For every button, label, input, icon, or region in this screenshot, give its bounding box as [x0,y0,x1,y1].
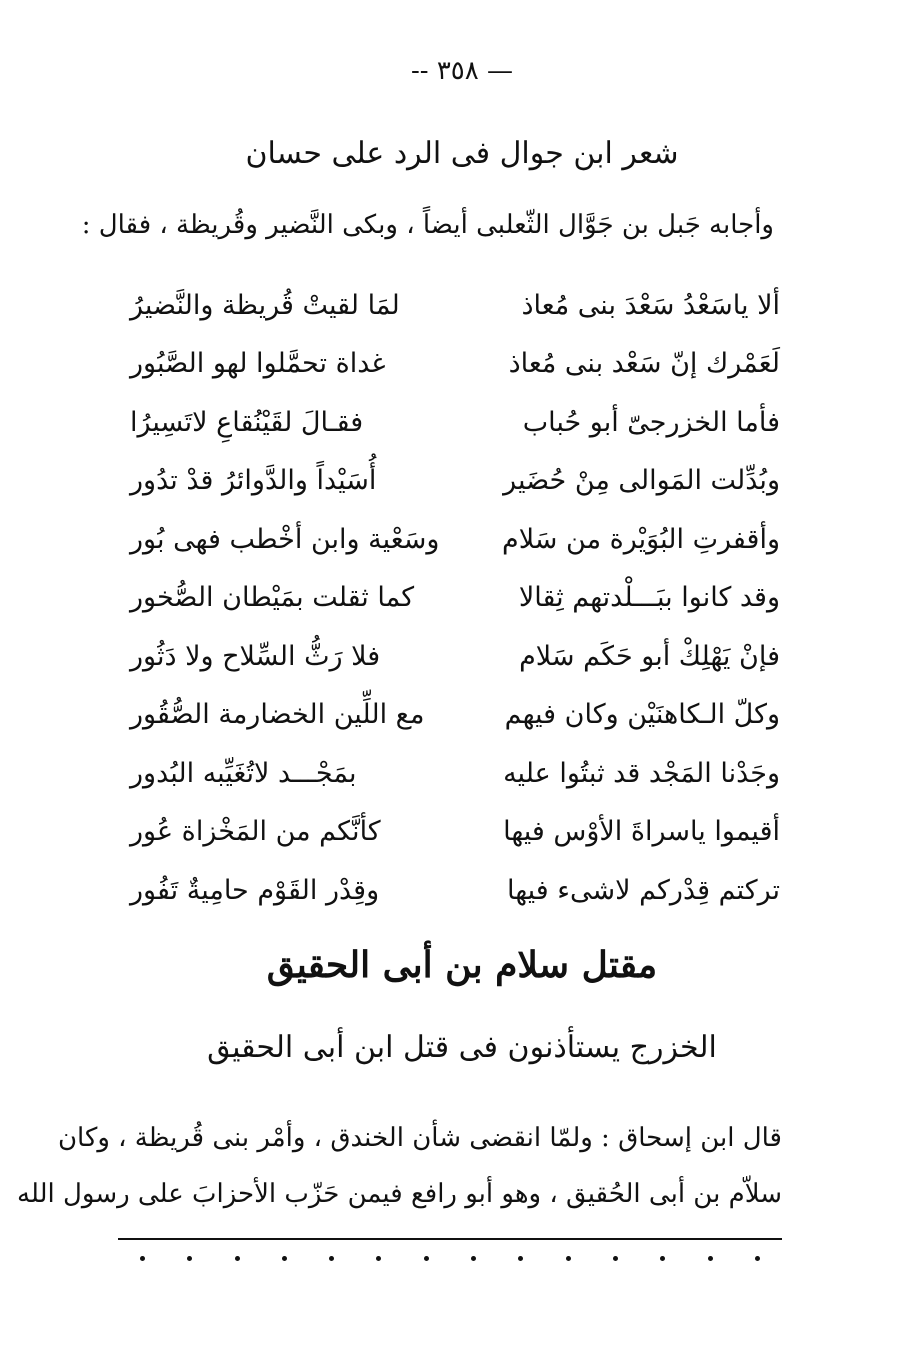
verse-first-hemistich: لَعَمْرك إنّ سَعْد بنى مُعاذ [508,348,780,380]
dot [376,1256,381,1261]
verse-first-hemistich: فإنْ يَهْلِكْ أبو حَكَم سَلام [519,640,780,672]
poem-verse [130,393,780,452]
dot [471,1256,476,1261]
dot [282,1256,287,1261]
poem-verse [130,803,780,862]
verse-second-hemistich: لمَا لقيتْ قُريظة والنَّضيرُ [130,289,400,321]
body-line: سلاّم بن أبى الحُقيق ، وهو أبو رافع فيمن حَزّب الأحزابَ على رسول الله [17,1179,782,1209]
verse-first-hemistich: وجَدْنا المَجْد قد ثبتُوا عليه [503,757,780,789]
verse-first-hemistich: ألا ياسَعْدُ سَعْدَ بنى مُعاذ [521,289,780,321]
verse-second-hemistich: فقـالَ لقَيْنُقاعِ لاتَسِيرُا [130,406,364,438]
dot [424,1256,429,1261]
verse-first-hemistich: فأما الخزرجىّ أبو حُباب [522,406,780,438]
dot [755,1256,760,1261]
dot [235,1256,240,1261]
verse-second-hemistich: وسَعْية وابن أخْطب فهى بُور [130,523,440,555]
footer-rule [118,1238,782,1240]
chapter-title: مقتل سلام بن أبى الحقيق [266,944,658,986]
dot [140,1256,145,1261]
poem-verse [130,335,780,394]
verse-second-hemistich: وقِدْر القَوْم حامِيةٌ تَفُور [130,874,380,906]
dot [329,1256,334,1261]
sub-heading: الخزرج يستأذنون فى قتل ابن أبى الحقيق [207,1030,717,1065]
verse-first-hemistich: وبُدِّلت المَوالى مِنْ حُضَير [503,465,780,497]
dot [566,1256,571,1261]
poem-verse [130,569,780,628]
poem-verse [130,861,780,920]
verse-first-hemistich: وكلّ الـكاهنَيْن وكان فيهم [504,699,780,731]
verse-first-hemistich: أقيموا ياسراةَ الأوْس فيها [503,816,780,848]
verse-second-hemistich: بمَجْـــد لاتُغَيِّبه البُدور [130,757,357,789]
poem-verse [130,452,780,511]
poem-verse [130,276,780,335]
verse-second-hemistich: مع اللِّين الخضارمة الصُّقُور [130,699,425,731]
verse-first-hemistich: تركتم قِدْركم لاشىء فيها [506,874,780,906]
dot [660,1256,665,1261]
intro-paragraph: وأجابه جَبل بن جَوَّال الثّعلبى أيضاً ، وبكى النَّضير وقُريظة ، فقال : [81,210,774,240]
verse-first-hemistich: وأقفرتِ البُوَيْرة من سَلام [501,523,780,555]
verse-second-hemistich: غداة تحمَّلوا لهو الصَّبُور [130,348,386,380]
body-paragraph [17,1110,782,1222]
verse-second-hemistich: أُسَيْداً والدَّوائرُ قدْ تدُور [130,465,377,497]
verse-second-hemistich: فلا رَثُّ السِّلاح ولا دَثُور [130,640,381,672]
dot [187,1256,192,1261]
verse-second-hemistich: كما ثقلت بمَيْطان الصُّخور [130,582,415,614]
verse-first-hemistich: وقد كانوا ببَـــلْدتهم ثِقالا [518,582,780,614]
poem-verse [130,510,780,569]
body-line: قال ابن إسحاق : ولمّا انقضى شأن الخندق ، وأمْر بنى قُريظة ، وكان [57,1123,782,1153]
poem-verse [130,686,780,745]
dot [518,1256,523,1261]
poem-verse [130,627,780,686]
verse-second-hemistich: كأنَّكم من المَخْزاة عُور [130,816,381,848]
footer-dots [140,1256,760,1261]
poem-verse [130,744,780,803]
dot [708,1256,713,1261]
poem [130,276,780,920]
page-number: — ٣٥٨ -- [410,56,513,86]
section-heading: شعر ابن جوال فى الرد على حسان [245,136,679,171]
dot [613,1256,618,1261]
